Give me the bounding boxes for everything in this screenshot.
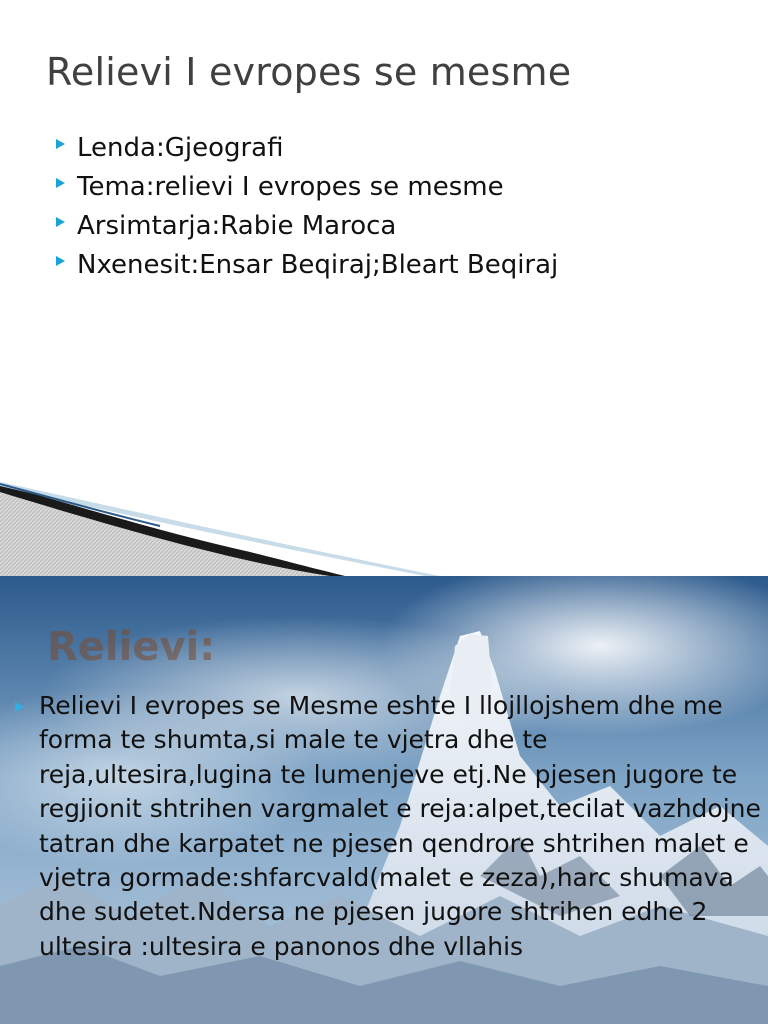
slide-2 xyxy=(0,576,768,1024)
bullet-arrow-icon xyxy=(56,256,65,266)
bullet-arrow-icon xyxy=(56,178,65,188)
decorative-swoosh xyxy=(0,470,768,576)
bullet-item-topic: Tema:relievi I evropes se mesme xyxy=(56,167,558,206)
slide-title: Relievi I evropes se mesme xyxy=(46,50,572,94)
bullet-item-subject: Lenda:Gjeografi xyxy=(56,128,558,167)
bullet-arrow-icon xyxy=(56,139,65,149)
body-paragraph: Relievi I evropes se Mesme eshte I llojllojshem dhe me forma te shumta,si male te vjetra dhe te reja,ultesira,lugina te lumenjeve etj.Ne pjesen jugore te regjionit shtrihen vargmalet e reja:alpet,tecilat vazhdojne tatran dhe karpatet ne pjesen qendrore shtrihen malet e vjetra gormade:shfarcvald(malet e zeza),harc shumava dhe sudetet.Ndersa ne pjesen jugore shtrihen edhe 2 ultesira :ultesira e panonos dhe vllahis xyxy=(39,691,761,961)
bullet-arrow-icon xyxy=(56,217,65,227)
bullet-item-students: Nxenesit:Ensar Beqiraj;Bleart Beqiraj xyxy=(56,245,558,284)
bullet-list xyxy=(56,128,558,284)
bullet-arrow-icon xyxy=(15,702,24,712)
bullet-item-teacher: Arsimtarja:Rabie Maroca xyxy=(56,206,558,245)
slide-title: Relievi: xyxy=(47,624,216,670)
